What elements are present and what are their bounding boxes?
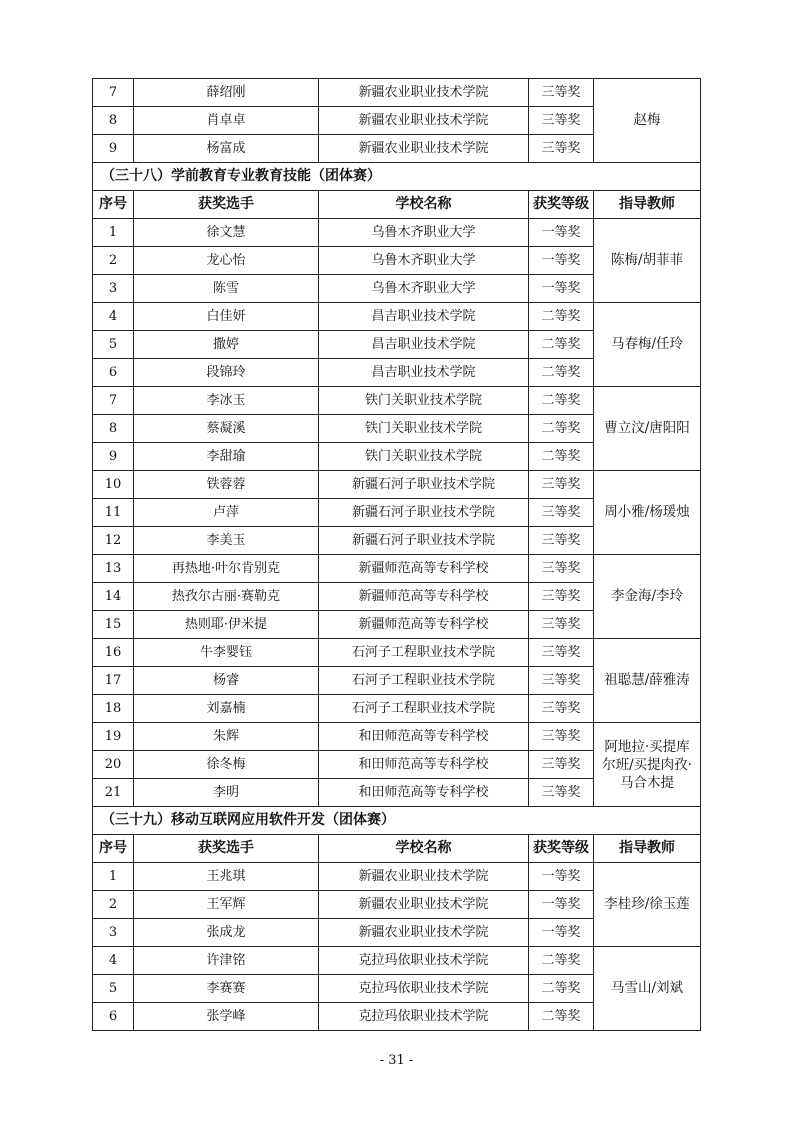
row-number: 10: [93, 471, 134, 499]
advisor-teacher: 李金海/李玲: [594, 555, 701, 639]
award-level: 三等奖: [529, 555, 594, 583]
row-number: 6: [93, 359, 134, 387]
row-number: 9: [93, 135, 134, 163]
row-number: 4: [93, 303, 134, 331]
header-level: 获奖等级: [529, 191, 594, 219]
winner-name: 王军辉: [134, 891, 319, 919]
header-winner: 获奖选手: [134, 835, 319, 863]
row-number: 3: [93, 919, 134, 947]
school-name: 铁门关职业技术学院: [319, 415, 529, 443]
award-level: 三等奖: [529, 779, 594, 807]
school-name: 新疆农业职业技术学院: [319, 919, 529, 947]
school-name: 昌吉职业技术学院: [319, 359, 529, 387]
row-number: 5: [93, 331, 134, 359]
winner-name: 牛李婴钰: [134, 639, 319, 667]
school-name: 昌吉职业技术学院: [319, 331, 529, 359]
award-level: 一等奖: [529, 275, 594, 303]
school-name: 铁门关职业技术学院: [319, 443, 529, 471]
winner-name: 撒婷: [134, 331, 319, 359]
award-level: 二等奖: [529, 387, 594, 415]
school-name: 新疆农业职业技术学院: [319, 107, 529, 135]
award-level: 三等奖: [529, 611, 594, 639]
school-name: 克拉玛依职业技术学院: [319, 975, 529, 1003]
winner-name: 张学峰: [134, 1003, 319, 1031]
award-level: 二等奖: [529, 947, 594, 975]
row-number: 2: [93, 247, 134, 275]
row-number: 5: [93, 975, 134, 1003]
row-number: 9: [93, 443, 134, 471]
school-name: 新疆师范高等专科学校: [319, 583, 529, 611]
row-number: 16: [93, 639, 134, 667]
row-number: 15: [93, 611, 134, 639]
winner-name: 王兆琪: [134, 863, 319, 891]
advisor-teacher: 曹立汶/唐阳阳: [594, 387, 701, 471]
advisor-teacher: 周小雅/杨瑗烛: [594, 471, 701, 555]
row-number: 2: [93, 891, 134, 919]
school-name: 新疆石河子职业技术学院: [319, 527, 529, 555]
award-level: 三等奖: [529, 527, 594, 555]
row-number: 1: [93, 219, 134, 247]
row-number: 14: [93, 583, 134, 611]
school-name: 新疆石河子职业技术学院: [319, 471, 529, 499]
school-name: 乌鲁木齐职业大学: [319, 275, 529, 303]
advisor-teacher: 马雪山/刘斌: [594, 947, 701, 1031]
winner-name: 蔡凝溪: [134, 415, 319, 443]
winner-name: 肖卓卓: [134, 107, 319, 135]
awards-table: [92, 78, 701, 1031]
header-teacher: 指导教师: [594, 191, 701, 219]
award-level: 三等奖: [529, 583, 594, 611]
winner-name: 朱辉: [134, 723, 319, 751]
school-name: 新疆农业职业技术学院: [319, 135, 529, 163]
winner-name: 李明: [134, 779, 319, 807]
award-level: 三等奖: [529, 135, 594, 163]
award-level: 二等奖: [529, 1003, 594, 1031]
header-level: 获奖等级: [529, 835, 594, 863]
school-name: 新疆农业职业技术学院: [319, 863, 529, 891]
row-number: 3: [93, 275, 134, 303]
award-level: 三等奖: [529, 751, 594, 779]
winner-name: 卢萍: [134, 499, 319, 527]
section-title: （三十八）学前教育专业教育技能（团体赛）: [93, 163, 701, 191]
award-level: 三等奖: [529, 79, 594, 107]
advisor-teacher: 马春梅/任玲: [594, 303, 701, 387]
school-name: 新疆师范高等专科学校: [319, 611, 529, 639]
advisor-teacher: 李桂珍/徐玉莲: [594, 863, 701, 947]
row-number: 4: [93, 947, 134, 975]
header-no: 序号: [93, 835, 134, 863]
header-no: 序号: [93, 191, 134, 219]
row-number: 20: [93, 751, 134, 779]
header-winner: 获奖选手: [134, 191, 319, 219]
winner-name: 李甜瑜: [134, 443, 319, 471]
award-level: 三等奖: [529, 695, 594, 723]
school-name: 克拉玛依职业技术学院: [319, 1003, 529, 1031]
award-level: 一等奖: [529, 247, 594, 275]
row-number: 8: [93, 107, 134, 135]
school-name: 乌鲁木齐职业大学: [319, 219, 529, 247]
school-name: 和田师范高等专科学校: [319, 779, 529, 807]
award-level: 一等奖: [529, 219, 594, 247]
award-level: 二等奖: [529, 359, 594, 387]
winner-name: 段锦玲: [134, 359, 319, 387]
award-level: 一等奖: [529, 863, 594, 891]
award-level: 三等奖: [529, 723, 594, 751]
winner-name: 热则耶·伊米提: [134, 611, 319, 639]
table-row: [93, 303, 701, 331]
winner-name: 许津铭: [134, 947, 319, 975]
header-teacher: 指导教师: [594, 835, 701, 863]
row-number: 13: [93, 555, 134, 583]
row-number: 12: [93, 527, 134, 555]
section-title: （三十九）移动互联网应用软件开发（团体赛）: [93, 807, 701, 835]
section-title-row: [93, 163, 701, 191]
table-row: [93, 79, 701, 107]
header-school: 学校名称: [319, 835, 529, 863]
winner-name: 薛绍刚: [134, 79, 319, 107]
award-level: 二等奖: [529, 975, 594, 1003]
winner-name: 杨睿: [134, 667, 319, 695]
table-row: [93, 219, 701, 247]
table-row: [93, 947, 701, 975]
row-number: 21: [93, 779, 134, 807]
row-number: 18: [93, 695, 134, 723]
row-number: 7: [93, 387, 134, 415]
school-name: 新疆石河子职业技术学院: [319, 499, 529, 527]
winner-name: 李美玉: [134, 527, 319, 555]
award-level: 三等奖: [529, 499, 594, 527]
row-number: 8: [93, 415, 134, 443]
school-name: 和田师范高等专科学校: [319, 751, 529, 779]
school-name: 克拉玛依职业技术学院: [319, 947, 529, 975]
header-school: 学校名称: [319, 191, 529, 219]
table-row: [93, 723, 701, 751]
winner-name: 张成龙: [134, 919, 319, 947]
winner-name: 徐冬梅: [134, 751, 319, 779]
school-name: 新疆师范高等专科学校: [319, 555, 529, 583]
table-row: [93, 471, 701, 499]
advisor-teacher: 赵梅: [594, 79, 701, 163]
row-number: 7: [93, 79, 134, 107]
award-level: 三等奖: [529, 667, 594, 695]
advisor-teacher: 陈梅/胡菲菲: [594, 219, 701, 303]
winner-name: 热孜尔古丽·赛勒克: [134, 583, 319, 611]
school-name: 和田师范高等专科学校: [319, 723, 529, 751]
award-level: 二等奖: [529, 331, 594, 359]
winner-name: 陈雪: [134, 275, 319, 303]
table-row: [93, 863, 701, 891]
awards-table-body: [93, 79, 701, 1031]
table-row: [93, 555, 701, 583]
row-number: 19: [93, 723, 134, 751]
row-number: 11: [93, 499, 134, 527]
table-header-row: [93, 191, 701, 219]
section-title-row: [93, 807, 701, 835]
school-name: 新疆农业职业技术学院: [319, 891, 529, 919]
winner-name: 再热地·叶尔肯别克: [134, 555, 319, 583]
winner-name: 刘嘉楠: [134, 695, 319, 723]
award-level: 二等奖: [529, 303, 594, 331]
award-level: 二等奖: [529, 415, 594, 443]
row-number: 17: [93, 667, 134, 695]
winner-name: 李赛赛: [134, 975, 319, 1003]
winner-name: 铁蓉蓉: [134, 471, 319, 499]
winner-name: 杨富成: [134, 135, 319, 163]
winner-name: 徐文慧: [134, 219, 319, 247]
award-level: 二等奖: [529, 443, 594, 471]
award-level: 三等奖: [529, 471, 594, 499]
table-row: [93, 387, 701, 415]
school-name: 铁门关职业技术学院: [319, 387, 529, 415]
row-number: 1: [93, 863, 134, 891]
advisor-teacher: 阿地拉·买提库尔班/买提肉孜·马合木提: [594, 723, 701, 807]
winner-name: 李冰玉: [134, 387, 319, 415]
table-row: [93, 639, 701, 667]
table-header-row: [93, 835, 701, 863]
school-name: 昌吉职业技术学院: [319, 303, 529, 331]
school-name: 石河子工程职业技术学院: [319, 695, 529, 723]
winner-name: 龙心怡: [134, 247, 319, 275]
award-level: 一等奖: [529, 891, 594, 919]
school-name: 石河子工程职业技术学院: [319, 667, 529, 695]
advisor-teacher: 祖聪慧/薛雅涛: [594, 639, 701, 723]
school-name: 新疆农业职业技术学院: [319, 79, 529, 107]
award-level: 三等奖: [529, 639, 594, 667]
page-number: - 31 -: [379, 1053, 414, 1068]
winner-name: 白佳妍: [134, 303, 319, 331]
award-level: 三等奖: [529, 107, 594, 135]
award-level: 一等奖: [529, 919, 594, 947]
school-name: 乌鲁木齐职业大学: [319, 247, 529, 275]
row-number: 6: [93, 1003, 134, 1031]
school-name: 石河子工程职业技术学院: [319, 639, 529, 667]
